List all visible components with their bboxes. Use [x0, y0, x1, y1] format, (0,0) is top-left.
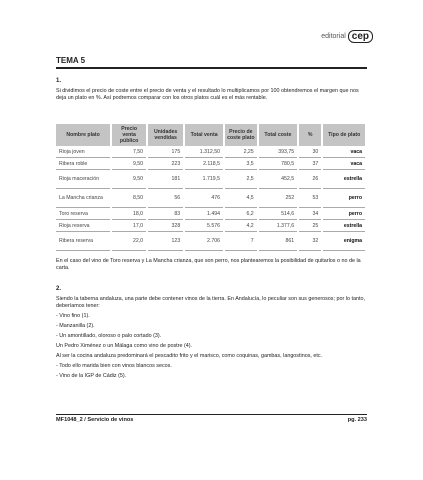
footer-module: MF1048_2 / Servicio de vinos: [56, 417, 134, 423]
list-item: - Todo ello marida bien con vinos blancos secos.: [56, 363, 172, 369]
cell-total-venta: 2.706: [184, 232, 224, 251]
table-row: [56, 208, 366, 220]
section-1-number: 1.: [56, 78, 62, 84]
cell-precio: 9,50: [111, 170, 147, 189]
cell-tipo: perro: [322, 208, 366, 220]
table-body: [56, 146, 366, 251]
cell-total-venta: 2.118,5: [184, 158, 224, 170]
cell-coste: 3,5: [224, 158, 258, 170]
cell-unidades: 223: [147, 158, 184, 170]
cell-precio: 9,50: [111, 158, 147, 170]
cell-tipo: vaca: [322, 146, 366, 158]
cell-unidades: 175: [147, 146, 184, 158]
header-precio-coste: Precio de coste plato: [224, 124, 258, 146]
header-tipo: Tipo de plato: [322, 124, 366, 146]
table-row: [56, 146, 366, 158]
cell-pct: 37: [298, 158, 322, 170]
header-pct: %: [298, 124, 322, 146]
list-item: - Vino de la IGP de Cádiz (5).: [56, 373, 127, 379]
cell-tipo: estrella: [322, 170, 366, 189]
cell-name: Rioja joven: [56, 146, 111, 158]
cell-unidades: 83: [147, 208, 184, 220]
cell-unidades: 328: [147, 220, 184, 232]
section-2: [56, 286, 367, 380]
cell-coste: 4,2: [224, 220, 258, 232]
cell-name: Toro reserva: [56, 208, 111, 220]
cell-tipo: vaca: [322, 158, 366, 170]
table-header-row: [56, 124, 366, 146]
cell-total-coste: 861: [258, 232, 298, 251]
cell-unidades: 181: [147, 170, 184, 189]
cell-tipo: estrella: [322, 220, 366, 232]
wine-table: [56, 124, 367, 251]
header-precio: Precio venta público: [111, 124, 147, 146]
cell-coste: 6,2: [224, 208, 258, 220]
cell-total-venta: 1.312,50: [184, 146, 224, 158]
cell-precio: 18,0: [111, 208, 147, 220]
header-nombre: Nombre plato: [56, 124, 111, 146]
cell-total-venta: 1.719,5: [184, 170, 224, 189]
publisher-logo: [321, 30, 373, 43]
cell-total-coste: 514,6: [258, 208, 298, 220]
cell-total-coste: 393,75: [258, 146, 298, 158]
cell-precio: 7,50: [111, 146, 147, 158]
cell-unidades: 56: [147, 189, 184, 208]
section-1-paragraph: Si dividimos el precio de coste entre el precio de venta y el resultado lo multiplicamos por 100 obtendremos el margen que nos deja un plato en %. Así podremos comparar con los otros platos cuál es el más rentable.: [56, 88, 359, 101]
cell-coste: 4,5: [224, 189, 258, 208]
cell-coste: 2,5: [224, 170, 258, 189]
cell-coste: 2,25: [224, 146, 258, 158]
header-total-coste: Total coste: [258, 124, 298, 146]
cell-total-venta: 476: [184, 189, 224, 208]
cell-pct: 32: [298, 232, 322, 251]
section-1: [56, 78, 367, 102]
cell-total-coste: 780,5: [258, 158, 298, 170]
cell-name: Ribera roble: [56, 158, 111, 170]
cell-name: Rioja maceración: [56, 170, 111, 189]
cell-total-coste: 252: [258, 189, 298, 208]
cell-total-coste: 1.377,6: [258, 220, 298, 232]
list-item: - Un amontillado, oloroso o palo cortado (3).: [56, 333, 162, 339]
cell-total-venta: 1.494: [184, 208, 224, 220]
cell-pct: 25: [298, 220, 322, 232]
cell-pct: 30: [298, 146, 322, 158]
cell-pct: 34: [298, 208, 322, 220]
cell-total-coste: 452,5: [258, 170, 298, 189]
table-row: [56, 170, 366, 189]
cell-unidades: 123: [147, 232, 184, 251]
chapter-title: TEMA 5: [56, 56, 86, 65]
cell-precio: 17,0: [111, 220, 147, 232]
cell-coste: 7: [224, 232, 258, 251]
section-2-middle: Al ser la cocina andaluza predominará el pescadito frito y el marisco, como coquinas, gambas, langostinos, etc.: [56, 353, 323, 359]
cell-total-venta: 5.576: [184, 220, 224, 232]
table-row: [56, 189, 366, 208]
wine-list-1: [56, 313, 367, 350]
cell-pct: 53: [298, 189, 322, 208]
cell-tipo: perro: [322, 189, 366, 208]
cell-precio: 22,0: [111, 232, 147, 251]
cell-name: Ribera reserva: [56, 232, 111, 251]
list-item: - Vino fino (1).: [56, 313, 90, 319]
table-row: [56, 232, 366, 251]
logo-prefix: editorial: [321, 33, 346, 40]
section-2-number: 2.: [56, 286, 62, 292]
section-1-conclusion: En el caso del vino de Toro reserva y La Mancha crianza, que son perro, nos plantearemos la posibilidad de quitarlos o no de la carta.: [56, 258, 361, 271]
cell-precio: 8,50: [111, 189, 147, 208]
cell-pct: 26: [298, 170, 322, 189]
page-number: pg. 233: [347, 417, 367, 423]
table-row: [56, 158, 366, 170]
logo-brand: cep: [348, 30, 373, 43]
wine-list-2: [56, 363, 367, 380]
cell-tipo: enigma: [322, 232, 366, 251]
chapter-rule: [56, 67, 367, 69]
header-unidades: Unidades vendidas: [147, 124, 184, 146]
header-total-venta: Total venta: [184, 124, 224, 146]
page-footer: [56, 414, 367, 423]
list-item: - Manzanilla (2).: [56, 323, 95, 329]
section-2-intro: Siendo la taberna andaluza, una parte debe contener vinos de la tierra. En Andalucía, lo peculiar son sus generosos; por lo tanto, deberíamos tener:: [56, 296, 365, 309]
footer-rule: [56, 414, 367, 415]
list-item: Un Pedro Ximénez o un Málaga como vino de postre (4).: [56, 343, 193, 349]
table-row: [56, 220, 366, 232]
chapter-header: [56, 56, 367, 69]
cell-name: Rioja reserva: [56, 220, 111, 232]
cell-name: La Mancha crianza: [56, 189, 111, 208]
